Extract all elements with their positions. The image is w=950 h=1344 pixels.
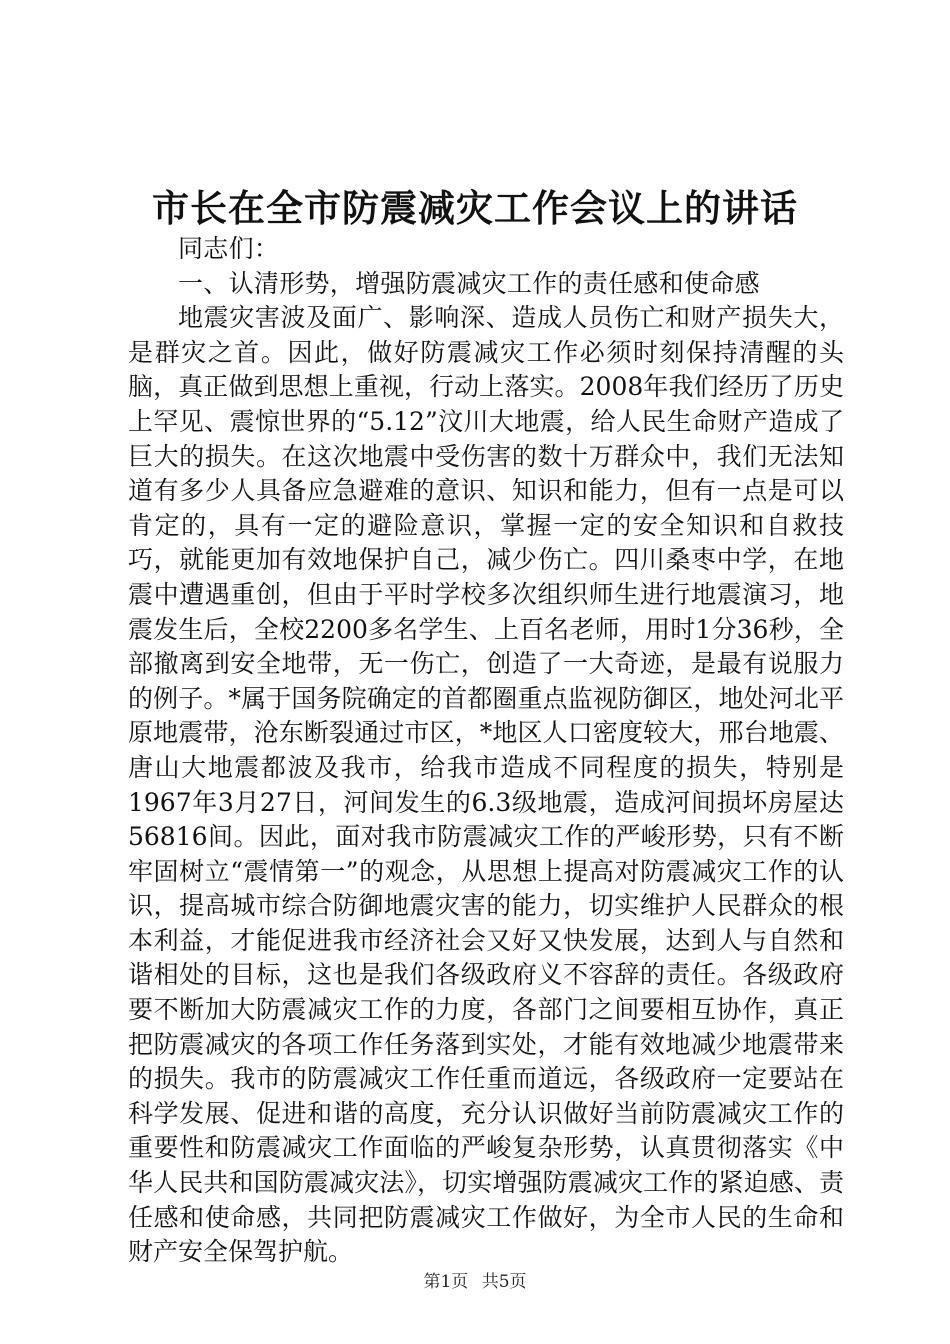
section-heading: 一、认清形势，增强防震减灾工作的责任感和使命感 [178,268,760,298]
page-number-current: 第1页 [423,1272,469,1292]
document-body [128,232,844,1270]
salutation: 同志们： [178,234,280,263]
body-paragraph: 地震灾害波及面广、影响深、造成人员伤亡和财产损失大，是群灾之首。因此，做好防震减灾工作必须时刻保持清醒的头脑，真正做到思想上重视，行动上落实。2008年我们经历了历史上罕见、震惊世界的“5.12”汶川大地震，给人民生命财产造成了巨大的损失。在这次地震中受伤害的数十万群众中，我们无法知道有多少人具备应急避难的意识、知识和能力，但有一点是可以肯定的，具有一定的避险意识，掌握一定的安全知识和自救技巧，就能更加有效地保护自己，减少伤亡。四川桑枣中学，在地震中遭遇重创，但由于平时学校多次组织师生进行地震演习，地震发生后，全校2200多名学生、上百名老师，用时1分36秒，全部撤离到安全地带，无一伤亡，创造了一大奇迹，是最有说服力的例子。*属于国务院确定的首都圈重点监视防御区，地处河北平原地震带，沧东断裂通过市区，*地区人口密度较大，邢台地震、唐山大地震都波及我市，给我市造成不同程度的损失，特别是1967年3月27日，河间发生的6.3级地震，造成河间损坏房屋达56816间。因此，面对我市防震减灾工作的严峻形势，只有不断牢固树立“震情第一”的观念，从思想上提高对防震减灾工作的认识，提高城市综合防御地震灾害的能力，切实维护人民群众的根本利益，才能促进我市经济社会又好又快发展，达到人与自然和谐相处的目标，这也是我们各级政府义不容辞的责任。各级政府要不断加大防震减灾工作的力度，各部门之间要相互协作，真正把防震减灾的各项工作任务落到实处，才能有效地减少地震带来的损失。我市的防震减灾工作任重而道远，各级政府一定要站在科学发展、促进和谐的高度，充分认识做好当前防震减灾工作的重要性和防震减灾工作面临的严峻复杂形势，认真贯彻落实《中华人民共和国防震减灾法》，切实增强防震减灾工作的紧迫感、责任感和使命感，共同把防震减灾工作做好，为全市人民的生命和财产安全保驾护航。 [128,303,844,1267]
page-footer [0,1270,950,1294]
page-number-total: 共5页 [481,1272,527,1292]
document-title: 市长在全市防震减灾工作会议上的讲话 [152,186,798,230]
